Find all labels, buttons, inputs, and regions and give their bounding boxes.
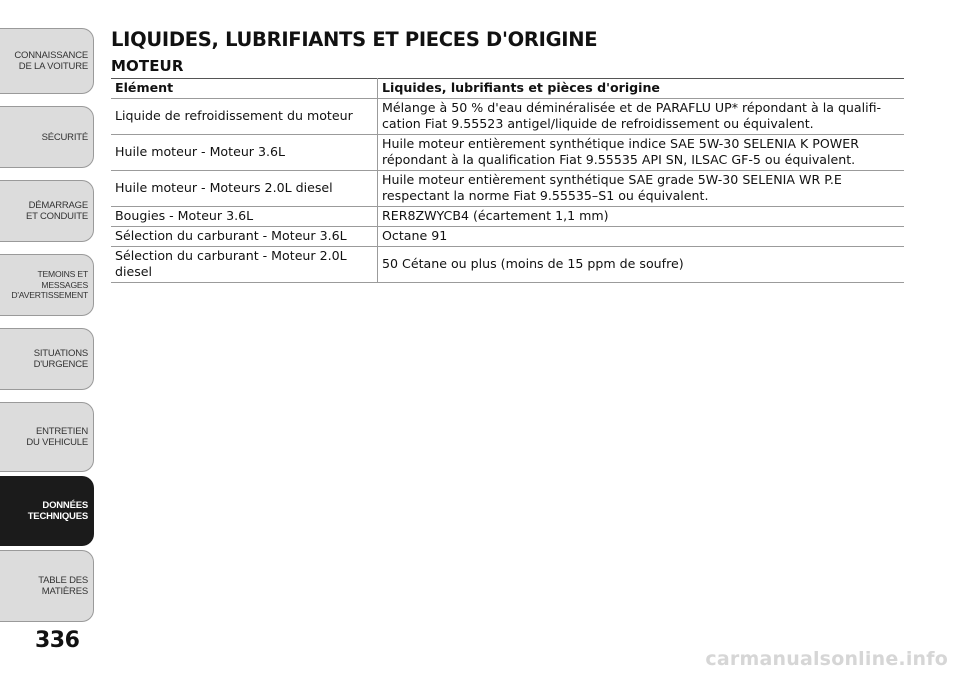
tab-label: TEMOINS ET MESSAGES D'AVERTISSEMENT [11,269,88,301]
column-header-element: Elément [111,79,378,99]
tab-table-matieres[interactable] [0,550,94,622]
section-title: MOTEUR [111,57,184,75]
fluids-table [111,78,904,283]
table-cell: Liquide de refroidissement du moteur [111,99,378,135]
tab-donnees-techniques[interactable] [0,476,94,546]
tab-temoins-messages[interactable] [0,254,94,316]
tab-securite[interactable] [0,106,94,168]
tab-label: CONNAISSANCE DE LA VOITURE [14,50,88,72]
table-row [111,171,904,207]
page-number: 336 [35,628,80,653]
table-cell: Sélection du carburant - Moteur 3.6L [111,227,378,247]
tab-label: DONNÉES TECHNIQUES [27,500,88,522]
tab-situations-urgence[interactable] [0,328,94,390]
tab-connaissance-voiture[interactable] [0,28,94,94]
tab-label: DÉMARRAGE ET CONDUITE [25,200,88,222]
table-header-row [111,79,904,99]
table-cell: Bougies - Moteur 3.6L [111,207,378,227]
table-cell: Sélection du carburant - Moteur 2.0L diesel [111,247,378,283]
main-content [111,28,904,283]
tab-label: SÉCURITÉ [41,131,88,143]
table-row [111,247,904,283]
tab-label: SITUATIONS D'URGENCE [33,348,88,370]
table-cell: Mélange à 50 % d'eau déminéralisée et de PARAFLU UP* répondant à la qualifi- cation Fiat 9.55523 antigel/liquide de refroidissement ou équivalent. [378,99,905,135]
page-title: LIQUIDES, LUBRIFIANTS ET PIECES D'ORIGINE [111,28,598,51]
table-cell: RER8ZWYCB4 (écartement 1,1 mm) [378,207,905,227]
tab-entretien-vehicule[interactable] [0,402,94,472]
table-row [111,99,904,135]
tab-demarrage-conduite[interactable] [0,180,94,242]
tab-label: TABLE DES MATIÈRES [38,575,88,597]
table-cell: Huile moteur - Moteur 3.6L [111,135,378,171]
table-row [111,135,904,171]
table-row [111,227,904,247]
tab-label: ENTRETIEN DU VEHICULE [26,426,88,448]
table-cell: 50 Cétane ou plus (moins de 15 ppm de soufre) [378,247,905,283]
table-cell: Huile moteur entièrement synthétique indice SAE 5W-30 SELENIA K POWER répondant à la qualification Fiat 9.55535 API SN, ILSAC GF-5 ou équivalent. [378,135,905,171]
watermark: carmanualsonline.info [705,648,948,670]
table-cell: Octane 91 [378,227,905,247]
table-cell: Huile moteur - Moteurs 2.0L diesel [111,171,378,207]
column-header-fluids: Liquides, lubrifiants et pièces d'origine [378,79,905,99]
table-cell: Huile moteur entièrement synthétique SAE grade 5W-30 SELENIA WR P.E respectant la norme Fiat 9.55535–S1 ou équivalent. [378,171,905,207]
table-row [111,207,904,227]
